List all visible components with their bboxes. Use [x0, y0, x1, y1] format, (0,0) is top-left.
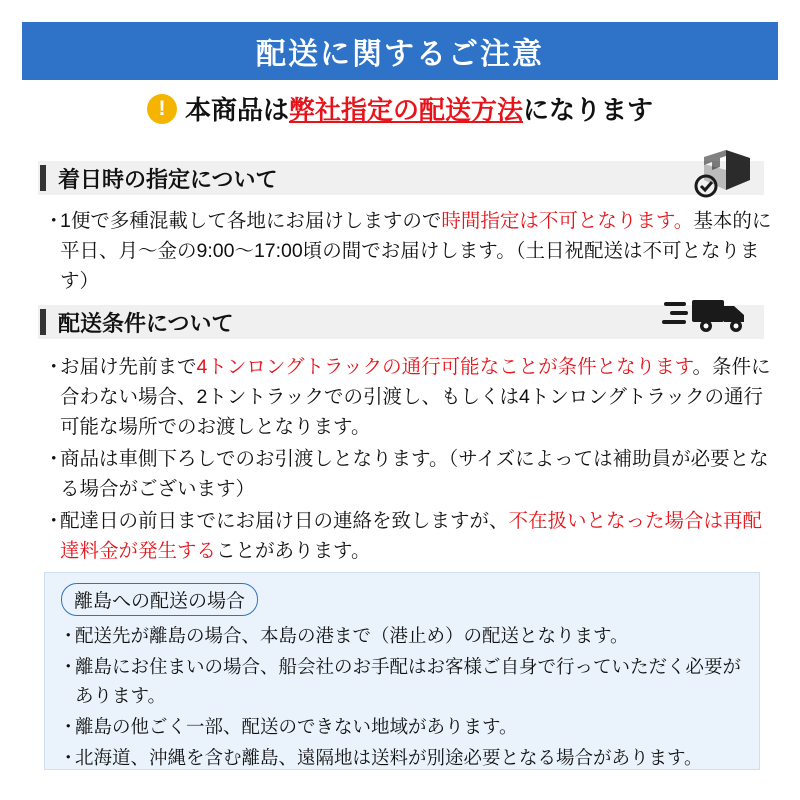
- island-label: 離島への配送の場合: [61, 583, 258, 616]
- bullet: ・: [59, 625, 78, 646]
- list-item: [59, 652, 749, 710]
- section-title-text: 着日時の指定について: [58, 166, 278, 192]
- list-item: [59, 743, 749, 772]
- list-item: [44, 444, 774, 504]
- delivery-conditions-list: [44, 352, 774, 568]
- list-item-text: 離島の他ごく一部、配送のできない地域があります。: [75, 716, 518, 737]
- list-item-text: 商品は車側下ろしでのお引渡しとなります。（サイズによっては補助員が必要となる場合がございます）: [60, 448, 769, 500]
- delivery-date-list: [44, 206, 774, 298]
- page-header: [22, 22, 778, 80]
- list-item: [44, 506, 774, 566]
- section-title-delivery-conditions: [38, 305, 764, 339]
- island-delivery-box: [44, 572, 760, 770]
- text-run-red: 時間指定は不可となります。: [441, 210, 694, 232]
- list-item-text: 北海道、沖縄を含む離島、遠隔地は送料が別途必要となる場合があります。: [75, 747, 703, 768]
- subheadline-prefix: 本商品は: [184, 95, 289, 125]
- list-item-text: [60, 206, 774, 296]
- subheadline-highlight: 弊社指定の配送方法: [288, 95, 523, 125]
- section-accent-bar: [40, 309, 46, 335]
- list-item-text: [60, 506, 774, 566]
- list-item: [44, 352, 774, 442]
- subheadline-text: [185, 90, 653, 127]
- text-run: お届け先前まで: [60, 356, 197, 378]
- list-item-text: [60, 352, 774, 442]
- bullet: ・: [44, 448, 64, 470]
- bullet: ・: [44, 210, 64, 232]
- subheadline: [0, 90, 800, 127]
- bullet: ・: [44, 510, 64, 532]
- section-title-text: 配送条件について: [58, 310, 234, 336]
- list-item: [59, 621, 749, 650]
- list-item: [59, 712, 749, 741]
- delivery-truck-icon: [662, 292, 752, 338]
- bullet: ・: [59, 656, 78, 677]
- page-title: 配送に関するご注意: [256, 38, 544, 71]
- exclamation-icon: !: [147, 94, 177, 124]
- list-item-text: 配送先が離島の場合、本島の港まで（港止め）の配送となります。: [75, 625, 629, 646]
- bullet: ・: [59, 716, 78, 737]
- text-run-red: 不在扱いとなった場合は再配達料金が発生する: [60, 510, 763, 562]
- bullet: ・: [59, 747, 78, 768]
- text-run: 配達日の前日までにお届け日の連絡を致しますが、: [60, 510, 509, 532]
- list-item-text: 離島にお住まいの場合、船会社のお手配はお客様ご自身で行っていただく必要があります。: [75, 656, 742, 706]
- section-title-delivery-date: [38, 161, 764, 195]
- section-accent-bar: [40, 165, 46, 191]
- text-run-red: 4トンロングトラックの通行可能なことが条件となります: [196, 356, 693, 378]
- package-box-icon: [692, 146, 754, 202]
- bullet: ・: [44, 356, 64, 378]
- text-run: ことがあります。: [216, 540, 371, 562]
- text-run: 。条件に合わない場合、2トントラックでの引渡し、もしくは4トンロングトラックの通行可能な場所でのお渡しとなります。: [60, 356, 771, 438]
- text-run: 1便で多種混載して各地にお届けしますので: [60, 210, 442, 232]
- list-item: [44, 206, 774, 296]
- island-delivery-list: [59, 621, 749, 774]
- subheadline-suffix: になります: [523, 95, 654, 125]
- text-run: 基本的に平日、月〜金の9:00〜17:00頃の間でお届けします。（土日祝配送は不可となります）: [60, 210, 772, 292]
